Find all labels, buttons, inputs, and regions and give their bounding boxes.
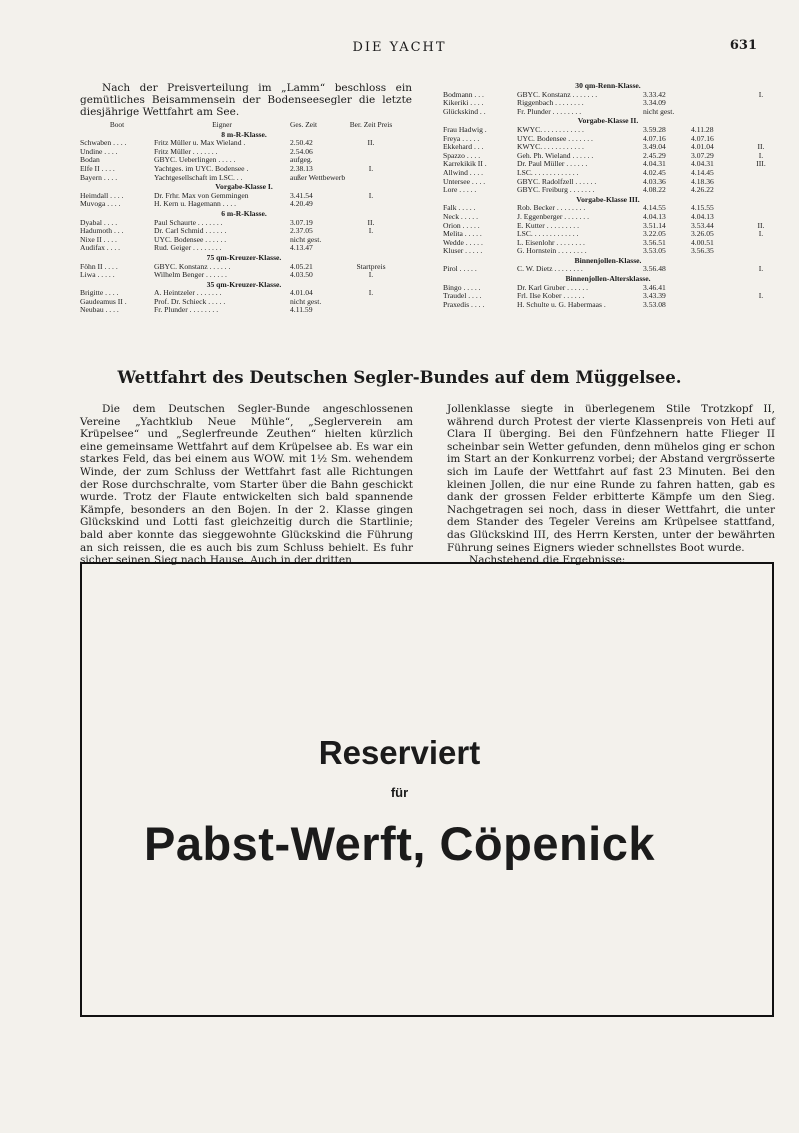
table-cell: 3.49.04	[643, 142, 666, 152]
table-cell: C. W. Dietz . . . . . . . .	[517, 264, 583, 274]
table-cell: I.	[758, 89, 764, 99]
table-cell: I.	[368, 190, 374, 200]
class-heading: 6 m-R-Klasse.	[221, 208, 267, 218]
table-cell: Neck . . . . .	[443, 211, 479, 221]
table-cell: Nixe II . . . .	[80, 234, 117, 244]
table-cell: GBYC. Radolfzell . . . . . .	[517, 176, 597, 186]
table-cell: 4.15.55	[691, 203, 714, 213]
table-cell: nicht gest.	[290, 234, 322, 244]
class-heading: 8 m-R-Klasse.	[221, 129, 267, 139]
table-cell: 3.07.29	[691, 150, 714, 160]
table-cell: I.	[758, 291, 764, 301]
table-cell	[691, 292, 749, 301]
table-cell: 4.13.47	[290, 243, 313, 253]
class-heading: Binnenjollen-Altersklasse.	[565, 274, 651, 284]
table-row	[80, 227, 408, 236]
ad-for-text: für	[390, 785, 409, 800]
table-cell: Bodmann . . .	[443, 89, 484, 99]
table-cell	[749, 186, 773, 195]
table-cell: UYC. Bodensee . . . . . .	[154, 234, 227, 244]
table-cell: Lore . . . . .	[443, 185, 477, 195]
table-cell: III.	[756, 159, 766, 169]
table-cell: Undine . . . .	[80, 146, 118, 156]
table-cell: Liwa . . . . .	[80, 270, 115, 280]
table-cell	[749, 247, 773, 256]
table-cell: 3.43.39	[643, 291, 666, 301]
table-row	[443, 143, 773, 152]
table-cell: Dr. Frhr. Max von Gemmingen	[154, 190, 249, 200]
table-cell: Orion . . . . .	[443, 220, 480, 230]
table-cell: Praxedis . . . .	[443, 299, 485, 309]
table-cell: 2.54.06	[290, 146, 313, 156]
table-cell: I.	[368, 288, 374, 298]
table-cell: II.	[757, 142, 765, 152]
table-cell: 3.34.09	[643, 98, 666, 108]
table-cell	[334, 148, 408, 157]
table-cell	[691, 284, 749, 293]
table-row	[443, 239, 773, 248]
table-row	[443, 301, 773, 310]
table-cell: 4.04.13	[691, 211, 714, 221]
table-row	[443, 230, 773, 239]
table-cell	[691, 99, 749, 108]
table-cell: Falk . . . . .	[443, 203, 476, 213]
table-cell: Föhn II . . . .	[80, 261, 118, 271]
table-cell: II.	[367, 138, 375, 148]
table-cell: J. Eggenberger . . . . . . .	[517, 211, 589, 221]
table-cell: Hadumoth . . .	[80, 226, 124, 236]
table-cell: G. Hornstein . . . . . . . .	[517, 246, 587, 256]
table-cell: H. Schulte u. G. Habermaas .	[517, 299, 606, 309]
table-cell: 4.01.04	[691, 142, 714, 152]
article-paragraph: Nachstehend die Ergebnisse:	[469, 554, 626, 567]
class-heading: Vorgabe-Klasse III.	[576, 194, 640, 204]
table-cell: Neubau . . . .	[80, 305, 119, 315]
table-cell: 2.45.29	[643, 150, 666, 160]
table-row	[80, 289, 408, 298]
table-cell: Bayern . . . .	[80, 172, 118, 182]
class-heading: 30 qm-Renn-Klasse.	[575, 81, 641, 90]
class-heading-row	[443, 274, 773, 284]
table-cell: 4.14.45	[691, 167, 714, 177]
table-cell: KWYC. . . . . . . . . . . .	[517, 124, 584, 134]
table-cell: 4.07.16	[691, 133, 714, 143]
table-cell: Prof. Dr. Schieck . . . . .	[154, 296, 226, 306]
ad-reserved-text: Reserviert	[318, 734, 481, 771]
results-table-right	[443, 81, 773, 309]
article-paragraph: Jollenklasse siegte in überlegenem Stile Trotzkopf II, während durch Protest der vierte Klassenpreis von Heti auf Clara II überging. Bei den Fünfzehnern hatte Flieger II scheinbar sein Wetter gefunden, denn mühelos ging er schon im Start an der Konkurrenz vorbei; der Abstand vergrösserte sich im Laufe der Wettfahrt auf fast 23 Minuten. Bei den kleinen Jollen, die nur eine Runde zu fahren hatten, gab es dank der grossen Felder erbitterte Kämpfe um den Sieg. Nachgetragen sei noch, dass in dieser Wettfahrt, die unter dem Stander des Tegeler Vereins am Krüpelsee stattfand, das Glückskind III, des Herrn Kersten, unter der bewährten Führung seines Eigners wieder schnellstes Boot wurde.	[447, 403, 775, 554]
table-cell: Heimdall . . . .	[80, 190, 124, 200]
table-cell: I.	[368, 226, 374, 236]
table-cell: 3.51.14	[643, 220, 666, 230]
table-cell	[749, 301, 773, 310]
table-cell: Spazzo . . . .	[443, 150, 481, 160]
class-heading: 75 qm-Kreuzer-Klasse.	[206, 252, 282, 262]
table-row	[443, 108, 773, 117]
table-cell: Riggenbach . . . . . . . .	[517, 98, 584, 108]
table-cell: Traudel . . . .	[443, 291, 482, 301]
table-cell: Startpreis	[356, 261, 386, 271]
table-cell: Glückskind . .	[443, 106, 486, 116]
table-header-row	[80, 121, 408, 130]
table-cell: LSC. . . . . . . . . . . . .	[517, 167, 579, 177]
table-cell: I.	[758, 150, 764, 160]
table-row	[80, 306, 408, 315]
table-cell: 4.11.59	[290, 305, 313, 315]
table-row	[80, 165, 408, 174]
article-paragraph: Die dem Deutschen Segler-Bunde angeschlossenen Vereine „Yachtklub Neue Mühle“, „Seglerverein am Krüpelsee“ und „Seglerfreunde Zeuthen“ hielten kürzlich eine gemeinsame Wettfahrt auf dem Krüpelsee ab. Es war ein starkes Feld, das bei einem aus WOW. mit 1½ Sm. wehendem Winde, der zum Schluss der Wettfahrt fast alle Richtungen der Rose durchschralte, vom Starter über die Bahn geschickt wurde. Trotz der Flaute entwickelten sich bald spannende Kämpfe, besonders an den Bojen. In der 2. Klasse gingen Glückskind und Lotti fast gleichzeitig durch die Startlinie; bald aber konnte das sieggewohnte Glückskind die Führung an sich reissen, die es auch bis zum Schluss behielt. Es fuhr sicher seinen Sieg nach Hause. Auch in der dritten	[80, 403, 413, 567]
table-row	[443, 247, 773, 256]
table-cell: Dr. Paul Müller . . . . . .	[517, 159, 588, 169]
table-row	[443, 126, 773, 135]
table-cell: Karrekikik II .	[443, 159, 487, 169]
table-cell	[691, 265, 749, 274]
table-row	[443, 91, 773, 100]
table-cell: Bingo . . . . .	[443, 282, 481, 292]
table-cell: GBYC. Freiburg . . . . . . .	[517, 185, 595, 195]
table-cell: 3.56.35	[691, 246, 714, 256]
table-cell: LSC. . . . . . . . . . . . .	[517, 229, 579, 239]
table-cell: 4.03.50	[290, 270, 313, 280]
table-cell: aufgeg.	[290, 155, 313, 165]
table-cell: 4.00.51	[691, 237, 714, 247]
table-cell: 4.04.31	[643, 159, 666, 169]
column-header: Ber. Zeit Preis	[349, 120, 393, 129]
table-cell: Pirol . . . . .	[443, 264, 477, 274]
article-column-left	[80, 403, 413, 567]
table-cell: GBYC. Ueberlingen . . . . .	[154, 155, 236, 165]
table-cell	[334, 200, 408, 209]
table-row	[443, 265, 773, 274]
table-cell	[749, 108, 773, 117]
running-title: DIE YACHT	[352, 40, 447, 55]
table-cell: 4.11.28	[691, 124, 714, 134]
table-cell: Allwind . . . .	[443, 167, 484, 177]
table-row	[80, 263, 408, 272]
table-row	[80, 244, 408, 253]
table-cell: 3.53.08	[643, 299, 666, 309]
table-cell	[334, 298, 408, 307]
table-cell	[749, 99, 773, 108]
table-row	[443, 222, 773, 231]
table-cell: Rob. Becker . . . . . . . .	[517, 203, 586, 213]
table-cell: 3.56.51	[643, 237, 666, 247]
table-row	[80, 174, 408, 183]
table-row	[443, 178, 773, 187]
table-cell: 4.04.31	[691, 159, 714, 169]
table-cell: außer Wettbewerb	[290, 172, 346, 182]
table-cell: 3.07.19	[290, 217, 313, 227]
table-cell	[749, 178, 773, 187]
table-cell: 4.18.36	[691, 176, 714, 186]
table-row	[443, 152, 773, 161]
table-cell	[334, 244, 408, 253]
table-cell: Yachtges. im UYC. Bodensee .	[154, 163, 249, 173]
table-cell: I.	[368, 163, 374, 173]
table-cell: 4.20.49	[290, 199, 313, 209]
table-cell: 3.26.05	[691, 229, 714, 239]
table-cell	[749, 239, 773, 248]
table-cell	[691, 108, 749, 117]
table-cell: 4.26.22	[691, 185, 714, 195]
table-cell: 4.07.16	[643, 133, 666, 143]
table-row	[80, 271, 408, 280]
class-heading: Vorgabe-Klasse II.	[577, 116, 639, 126]
table-cell: 3.53.44	[691, 220, 714, 230]
article-heading: Wettfahrt des Deutschen Segler-Bundes auf dem Müggelsee.	[117, 368, 682, 387]
table-cell: Fr. Plunder . . . . . . . .	[154, 305, 219, 315]
table-cell: Audifax . . . .	[80, 243, 121, 253]
table-cell: Gaudeamus II .	[80, 296, 127, 306]
table-row	[80, 148, 408, 157]
table-cell: 4.14.55	[643, 203, 666, 213]
table-cell: GBYC. Konstanz . . . . . . .	[517, 89, 598, 99]
table-row	[443, 213, 773, 222]
article-column-right	[447, 403, 775, 567]
table-cell: Freya . . . . .	[443, 133, 480, 143]
table-cell: I.	[368, 270, 374, 280]
table-cell: 4.03.36	[643, 176, 666, 186]
table-cell	[691, 301, 749, 310]
table-cell: UYC. Bodensee . . . . . . .	[517, 133, 593, 143]
table-row	[80, 192, 408, 201]
table-cell: Bodan	[80, 155, 100, 165]
table-cell: 3.33.42	[643, 89, 666, 99]
table-cell	[749, 169, 773, 178]
class-heading: Vorgabe-Klasse I.	[215, 182, 273, 192]
table-cell: Yachtgesellschaft im LSC. . .	[154, 172, 243, 182]
table-cell: 3.53.05	[643, 246, 666, 256]
table-cell: GBYC. Konstanz . . . . . .	[154, 261, 231, 271]
table-cell: Melita . . . . .	[443, 229, 482, 239]
table-cell: nicht gest.	[290, 296, 322, 306]
table-row	[443, 99, 773, 108]
table-cell: Fritz Müller u. Max Wieland .	[154, 138, 246, 148]
class-heading-row	[443, 116, 773, 126]
table-cell: Elfe II . . . .	[80, 163, 115, 173]
table-row	[443, 284, 773, 293]
class-heading-row	[443, 195, 773, 205]
table-cell	[749, 126, 773, 135]
table-row	[443, 204, 773, 213]
table-cell: Frau Hadwig .	[443, 124, 487, 134]
page-number: 631	[729, 38, 757, 53]
table-cell: 3.56.48	[643, 264, 666, 274]
table-cell: Dyabal . . . .	[80, 217, 118, 227]
table-cell	[334, 306, 408, 315]
table-cell: Wedde . . . . .	[443, 237, 483, 247]
table-cell: Schwaben . . . .	[80, 138, 127, 148]
table-cell: Wilhelm Benger . . . . . .	[154, 270, 227, 280]
class-heading-row	[443, 256, 773, 266]
class-heading-row	[80, 280, 408, 290]
table-row	[443, 160, 773, 169]
table-cell	[334, 236, 408, 245]
table-row	[80, 236, 408, 245]
table-cell: I.	[758, 264, 764, 274]
column-header: Ges. Zeit	[290, 120, 318, 129]
table-cell: Untersee . . . .	[443, 176, 486, 186]
table-cell: Ekkehard . . .	[443, 142, 484, 152]
table-cell: 4.05.21	[290, 261, 313, 271]
table-cell	[691, 91, 749, 100]
table-cell: Paul Schaurte . . . . . . .	[154, 217, 223, 227]
table-cell: Brigitte . . . .	[80, 288, 119, 298]
table-row	[80, 139, 408, 148]
class-heading-row	[443, 81, 773, 91]
table-row	[443, 186, 773, 195]
table-cell: Kluser . . . . .	[443, 246, 483, 256]
table-cell: Frl. Ilse Kober . . . . . .	[517, 291, 585, 301]
table-cell: L. Eisenlohr . . . . . . . .	[517, 237, 585, 247]
table-cell: 3.22.05	[643, 229, 666, 239]
table-cell: Muvoga . . . .	[80, 199, 121, 209]
table-row	[80, 219, 408, 228]
table-row	[443, 292, 773, 301]
class-heading: Binnenjollen-Klasse.	[574, 255, 642, 265]
table-cell: Fr. Plunder . . . . . . . .	[517, 106, 582, 116]
table-cell: I.	[758, 229, 764, 239]
table-cell: 4.01.04	[290, 288, 313, 298]
table-cell: Dr. Karl Gruber . . . . . .	[517, 282, 589, 292]
table-cell: 4.08.22	[643, 185, 666, 195]
table-cell: 4.02.45	[643, 167, 666, 177]
results-table-left	[80, 121, 408, 315]
table-cell: Geh. Ph. Wieland . . . . . .	[517, 150, 594, 160]
table-cell: 3.41.54	[290, 190, 313, 200]
table-cell: 4.04.13	[643, 211, 666, 221]
table-cell	[749, 204, 773, 213]
column-header: Boot	[109, 120, 125, 129]
table-cell: H. Kern u. Hagemann . . . .	[154, 199, 237, 209]
table-cell: 2.37.05	[290, 226, 313, 236]
class-heading: 35 qm-Kreuzer-Klasse.	[206, 279, 282, 289]
table-cell: II.	[367, 217, 375, 227]
table-cell: 3.59.28	[643, 124, 666, 134]
table-cell: Rud. Geiger . . . . . . . .	[154, 243, 222, 253]
table-cell: nicht gest.	[643, 106, 675, 116]
table-cell: Dr. Carl Schmid . . . . . .	[154, 226, 227, 236]
table-cell: 2.38.13	[290, 163, 313, 173]
column-header: Eigner	[212, 120, 232, 129]
table-row	[443, 169, 773, 178]
table-row	[443, 135, 773, 144]
table-cell: Fritz Müller . . . . . . .	[154, 146, 218, 156]
intro-paragraph: Nach der Preisverteilung im „Lamm“ beschloss ein gemütliches Beisammensein der Bodenseesegler die letzte diesjährige Wettfahrt am See.	[80, 82, 412, 118]
table-row	[80, 298, 408, 307]
table-cell: 3.46.41	[643, 282, 666, 292]
table-cell: A. Heintzeler . . . . . . .	[154, 288, 222, 298]
table-cell: E. Kutter . . . . . . . . .	[517, 220, 580, 230]
class-heading-row	[80, 209, 408, 219]
table-cell: KWYC. . . . . . . . . . . .	[517, 142, 584, 152]
table-row	[80, 200, 408, 209]
table-cell: Kikeriki . . . .	[443, 98, 484, 108]
ad-company-name: Pabst-Werft, Cöpenick	[143, 817, 656, 870]
table-cell: 2.50.42	[290, 138, 313, 148]
table-cell: II.	[757, 220, 765, 230]
